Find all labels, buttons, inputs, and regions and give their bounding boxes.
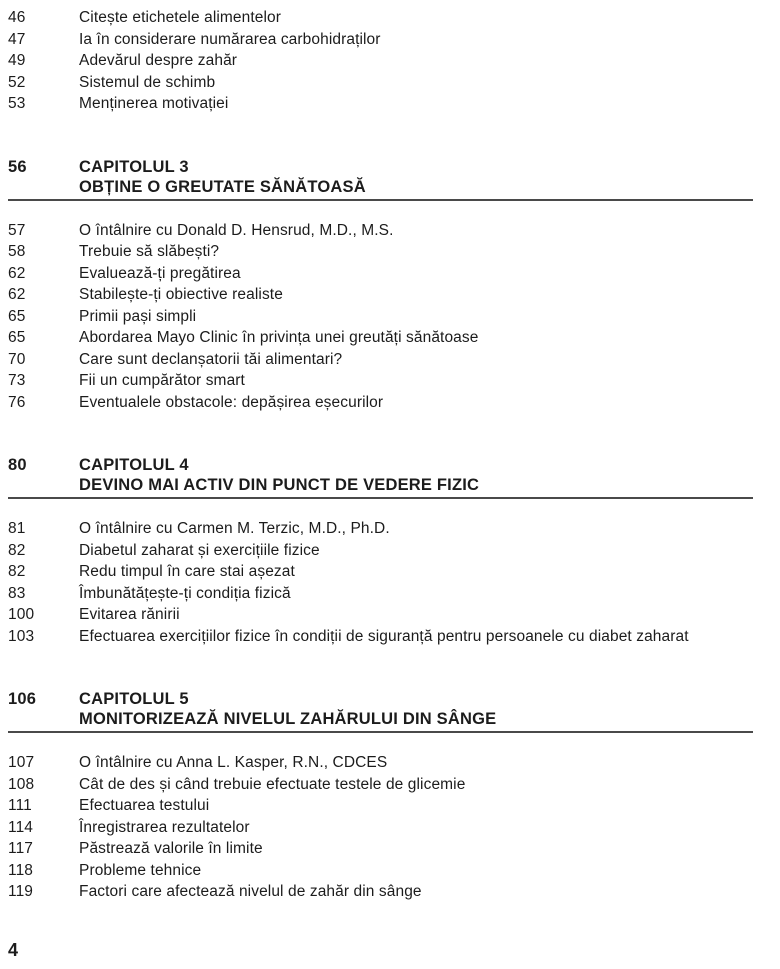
toc-entry <box>8 817 753 839</box>
chapter-title: DEVINO MAI ACTIV DIN PUNCT DE VEDERE FIZIC <box>79 476 480 494</box>
toc-entry-title: Citește etichetele alimentelor <box>79 9 282 26</box>
toc-entry-title: O întâlnire cu Donald D. Hensrud, M.D., M.S. <box>79 221 394 239</box>
folio-page-number: 4 <box>8 939 19 960</box>
toc-entry-title: Fii un cumpărător smart <box>79 372 245 389</box>
toc-entry-title: Cât de des și când trebuie efectuate testele de glicemie <box>79 775 466 793</box>
toc-entry-title: Păstrează valorile în limite <box>79 840 263 857</box>
toc-entry-page-number: 62 <box>8 264 26 282</box>
toc-entry <box>8 860 753 882</box>
toc-entry-title: Diabetul zaharat și exercițiile fizice <box>79 541 320 559</box>
chapter-page-number: 80 <box>8 456 27 474</box>
toc-entry <box>8 561 753 583</box>
toc-entry-page-number: 52 <box>8 73 26 91</box>
toc-entry-title: Înregistrarea rezultatelor <box>79 818 250 836</box>
toc-entry-page-number: 49 <box>8 52 26 69</box>
toc-entry-page-number: 119 <box>8 883 34 900</box>
toc-entry-title: Evitarea rănirii <box>79 606 180 623</box>
toc-entry <box>8 370 753 392</box>
toc-entry-page-number: 53 <box>8 95 26 112</box>
chapter-page-number: 106 <box>8 690 37 708</box>
toc-entry-title: Trebuie să slăbești? <box>79 243 220 260</box>
toc-entry-page-number: 83 <box>8 584 26 602</box>
toc-entry <box>8 241 753 263</box>
toc-entry <box>8 752 753 774</box>
toc-group <box>8 518 753 647</box>
toc-group <box>8 220 753 414</box>
toc-entry-page-number: 111 <box>8 797 32 814</box>
toc-entry-title: Sistemul de schimb <box>79 73 216 91</box>
chapter-title: MONITORIZEAZĂ NIVELUL ZAHĂRULUI DIN SÂNGE <box>79 710 497 728</box>
toc-entry-page-number: 65 <box>8 329 26 346</box>
toc-entry-title: Efectuarea exercițiilor fizice în condiții de siguranță pentru persoanele cu diabet zaharat <box>79 627 689 645</box>
section-divider <box>8 731 753 733</box>
toc-entry <box>8 540 753 562</box>
toc-entry-title: Probleme tehnice <box>79 861 202 879</box>
section-divider <box>8 199 753 201</box>
toc-entry <box>8 7 753 29</box>
toc-entry-page-number: 47 <box>8 30 26 48</box>
toc-entry <box>8 327 753 349</box>
toc-entry <box>8 518 753 540</box>
toc-entry <box>8 220 753 242</box>
toc-entry-page-number: 81 <box>8 520 26 537</box>
toc-entry <box>8 29 753 51</box>
toc-entry <box>8 50 753 72</box>
toc-entry-page-number: 57 <box>8 221 26 239</box>
toc-entry <box>8 93 753 115</box>
chapter-heading-text <box>79 157 366 197</box>
toc-entry-page-number: 65 <box>8 307 26 325</box>
toc-entry-title: O întâlnire cu Carmen M. Terzic, M.D., Ph.D. <box>79 520 390 537</box>
toc-entry-title: O întâlnire cu Anna L. Kasper, R.N., CDCES <box>79 754 388 771</box>
chapter-label: CAPITOLUL 4 <box>79 456 189 474</box>
toc-entry-page-number: 73 <box>8 372 26 389</box>
toc-entry-title: Stabilește-ți obiective realiste <box>79 286 283 303</box>
toc-entry-page-number: 46 <box>8 9 26 26</box>
toc-entry-page-number: 70 <box>8 350 26 368</box>
toc-entry-page-number: 62 <box>8 286 26 303</box>
chapter-label: CAPITOLUL 5 <box>79 690 189 708</box>
toc-entry-title: Eventualele obstacole: depășirea eșecurilor <box>79 393 384 411</box>
toc-entry <box>8 881 753 903</box>
toc-entry <box>8 263 753 285</box>
toc-entry-page-number: 107 <box>8 754 35 771</box>
toc-entry-title: Îmbunătățește-ți condiția fizică <box>79 584 291 602</box>
toc-entry <box>8 838 753 860</box>
chapter-page-number: 56 <box>8 157 27 176</box>
toc-entry-page-number: 58 <box>8 243 26 260</box>
toc-entry-page-number: 76 <box>8 393 26 411</box>
toc-entry-title: Adevărul despre zahăr <box>79 52 238 69</box>
toc-entry-page-number: 82 <box>8 541 26 559</box>
toc-group <box>8 752 753 903</box>
toc-entry-title: Evaluează-ți pregătirea <box>79 264 241 282</box>
toc-entry-page-number: 82 <box>8 563 26 580</box>
toc-entry-title: Factori care afectează nivelul de zahăr din sânge <box>79 883 422 900</box>
toc-entry <box>8 604 753 626</box>
toc-entry <box>8 626 753 648</box>
toc-entry <box>8 774 753 796</box>
section-divider <box>8 497 753 499</box>
chapter-title: OBȚINE O GREUTATE SĂNĂTOASĂ <box>79 177 366 196</box>
toc-entry <box>8 795 753 817</box>
toc-entry <box>8 284 753 306</box>
toc-entry-title: Menținerea motivației <box>79 95 229 112</box>
toc-entry <box>8 583 753 605</box>
toc-entry <box>8 392 753 414</box>
toc-entry-title: Primii pași simpli <box>79 307 197 325</box>
chapter-heading <box>8 689 753 729</box>
toc-entry-title: Abordarea Mayo Clinic în privința unei greutăți sănătoase <box>79 329 479 346</box>
chapter-heading <box>8 157 753 197</box>
toc-entry <box>8 306 753 328</box>
toc-entry-title: Care sunt declanșatorii tăi alimentari? <box>79 350 343 368</box>
chapter-heading <box>8 455 753 495</box>
toc-entry <box>8 349 753 371</box>
chapter-heading-text <box>79 455 479 495</box>
toc-entry-page-number: 117 <box>8 840 34 857</box>
toc-entry-title: Redu timpul în care stai așezat <box>79 563 295 580</box>
toc-entry-page-number: 118 <box>8 861 34 879</box>
toc-entry-page-number: 100 <box>8 606 35 623</box>
toc-entry-title: Ia în considerare numărarea carbohidraților <box>79 30 381 48</box>
chapter-label: CAPITOLUL 3 <box>79 157 189 176</box>
toc-entry-page-number: 114 <box>8 818 34 836</box>
toc-entry-title: Efectuarea testului <box>79 797 210 814</box>
toc-entry <box>8 72 753 94</box>
toc-group <box>8 7 753 115</box>
chapter-heading-text <box>79 689 496 729</box>
toc-entry-page-number: 108 <box>8 775 35 793</box>
toc-entry-page-number: 103 <box>8 627 35 645</box>
